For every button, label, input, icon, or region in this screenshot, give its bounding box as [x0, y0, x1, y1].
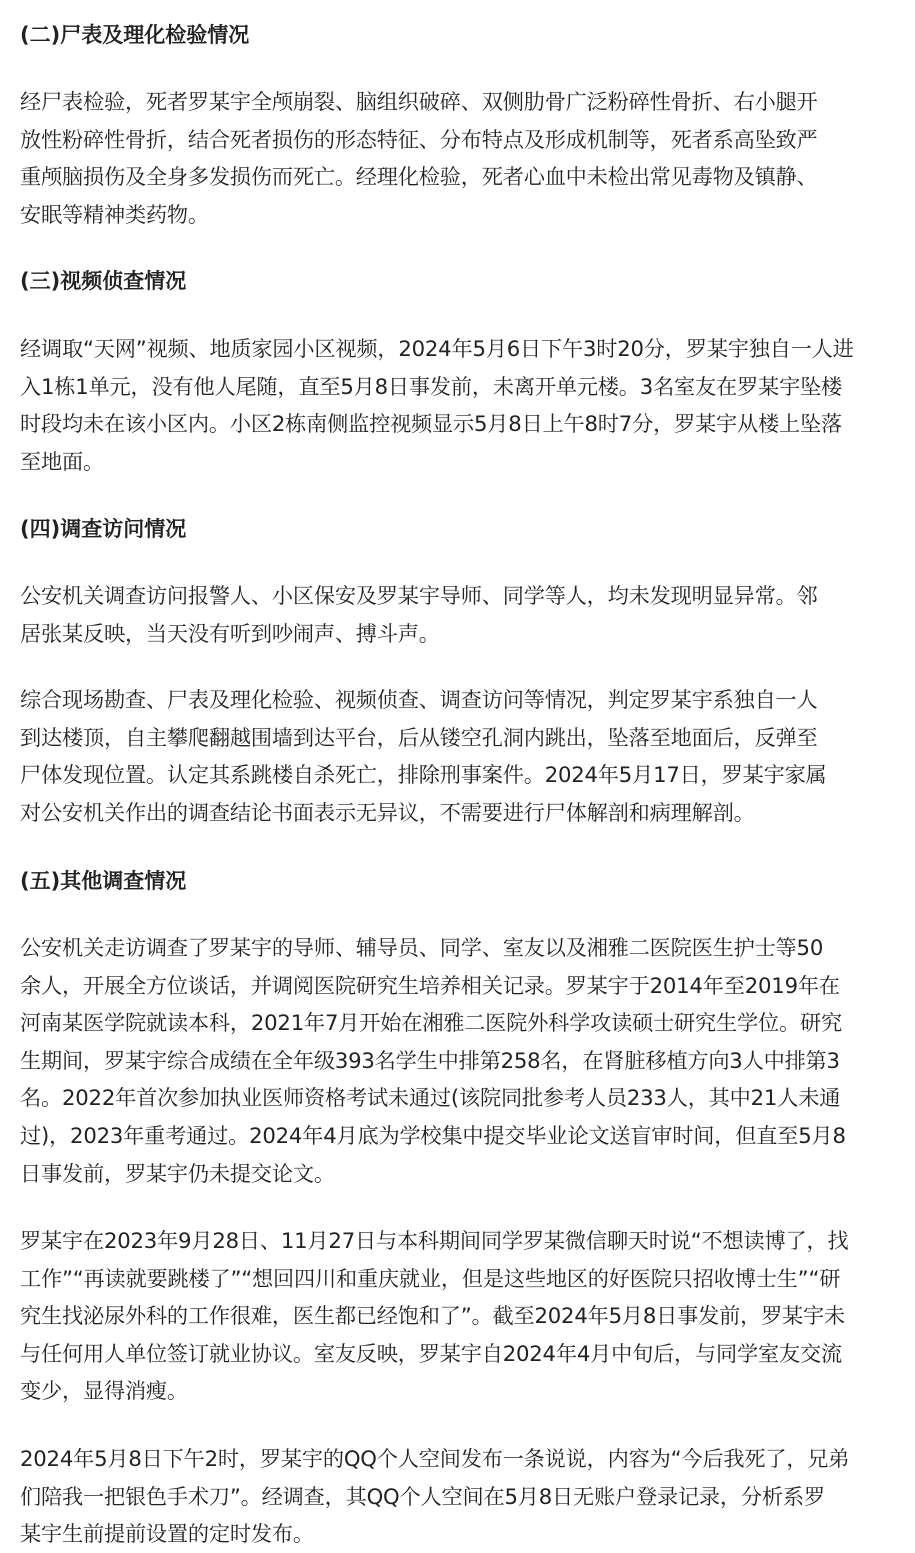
paragraph-line: 时段均未在该小区内。小区2栋南侧监控视频显示5月8日上午8时7分，罗某宇从楼上坠落 [20, 411, 842, 437]
paragraph-line: 生期间，罗某宇综合成绩在全年级393名学生中排第258名，在肾脏移植方向3人中排第3 [20, 1047, 840, 1073]
paragraph [20, 1440, 896, 1553]
paragraph [20, 1222, 896, 1410]
section-heading: (二)尸表及理化检验情况 [20, 23, 250, 47]
paragraph-line: 公安机关走访调查了罗某宇的导师、辅导员、同学、室友以及湘雅二医院医生护士等50 [20, 935, 824, 960]
paragraph-line: 余人，开展全方位谈话，并调阅医院研究生培养相关记录。罗某宇于2014年至2019年在 [20, 972, 840, 998]
paragraph-line: 们陪我一把银色手术刀”。经调查，其QQ个人空间在5月8日无账户登录记录，分析系罗 [20, 1483, 825, 1509]
paragraph-line: 某宇生前提前设置的定时发布。 [20, 1521, 314, 1547]
section-heading: (三)视频侦查情况 [20, 269, 187, 293]
section-heading: (五)其他调查情况 [20, 869, 187, 893]
paragraph-line: 安眠等精神类药物。 [20, 201, 209, 227]
paragraph-line: 与任何用人单位签订就业协议。室友反映，罗某宇自2024年4月中旬后，与同学室友交流 [20, 1340, 842, 1366]
paragraph [20, 929, 896, 1192]
paragraph-line: 究生找泌尿外科的工作很难，医生都已经饱和了”。截至2024年5月8日事发前，罗某宇未 [20, 1303, 846, 1329]
paragraph [20, 681, 896, 831]
paragraph-line: 罗某宇在2023年9月28日、11月27日与本科期间同学罗某微信聊天时说“不想读博了，找 [20, 1228, 849, 1253]
paragraph-line: 到达楼顶，自主攀爬翻越围墙到达平台，后从镂空孔洞内跳出，坠落至地面后，反弹至 [20, 724, 818, 750]
paragraph [20, 330, 896, 480]
paragraph-line: 过)，2023年重考通过。2024年4月底为学校集中提交毕业论文送盲审时间，但直至5月8 [20, 1122, 846, 1148]
paragraph-line: 对公安机关作出的调查结论书面表示无异议，不需要进行尸体解剖和病理解剖。 [20, 799, 755, 825]
paragraph-line: 重颅脑损伤及全身多发损伤而死亡。经理化检验，死者心血中未检出常见毒物及镇静、 [20, 164, 818, 190]
paragraph-line: 名。2022年首次参加执业医师资格考试未通过(该院同批参考人员233人，其中21人未通 [20, 1085, 841, 1111]
paragraph-line: 入1栋1单元，没有他人尾随，直至5月8日事发前，未离开单元楼。3名室友在罗某宇坠楼 [20, 373, 842, 399]
paragraph [20, 83, 896, 233]
paragraph [20, 577, 896, 652]
section-heading: (四)调查访问情况 [20, 517, 187, 541]
paragraph-line: 工作”“再读就要跳楼了”“想回四川和重庆就业，但是这些地区的好医院只招收博士生”“研 [20, 1265, 841, 1291]
paragraph-line: 经尸表检验，死者罗某宇全颅崩裂、脑组织破碎、双侧肋骨广泛粉碎性骨折、右小腿开 [20, 89, 818, 114]
paragraph-line: 至地面。 [20, 448, 104, 474]
paragraph-line: 居张某反映，当天没有听到吵闹声、搏斗声。 [20, 620, 440, 646]
paragraph-line: 经调取“天网”视频、地质家园小区视频，2024年5月6日下午3时20分，罗某宇独自一人进 [20, 336, 854, 361]
paragraph-line: 2024年5月8日下午2时，罗某宇的QQ个人空间发布一条说说，内容为“今后我死了，兄弟 [20, 1446, 850, 1471]
paragraph-line: 河南某医学院就读本科，2021年7月开始在湘雅二医院外科学攻读硕士研究生学位。研究 [20, 1010, 842, 1036]
paragraph-line: 尸体发现位置。认定其系跳楼自杀死亡，排除刑事案件。2024年5月17日，罗某宇家属 [20, 762, 827, 788]
paragraph-line: 日事发前，罗某宇仍未提交论文。 [20, 1160, 335, 1186]
paragraph-line: 公安机关调查访问报警人、小区保安及罗某宇导师、同学等人，均未发现明显异常。邻 [20, 583, 818, 608]
paragraph-line: 放性粉碎性骨折，结合死者损伤的形态特征、分布特点及形成机制等，死者系高坠致严 [20, 126, 818, 152]
paragraph-line: 变少，显得消瘦。 [20, 1378, 188, 1404]
paragraph-line: 综合现场勘查、尸表及理化检验、视频侦查、调查访问等情况，判定罗某宇系独自一人 [20, 687, 818, 712]
